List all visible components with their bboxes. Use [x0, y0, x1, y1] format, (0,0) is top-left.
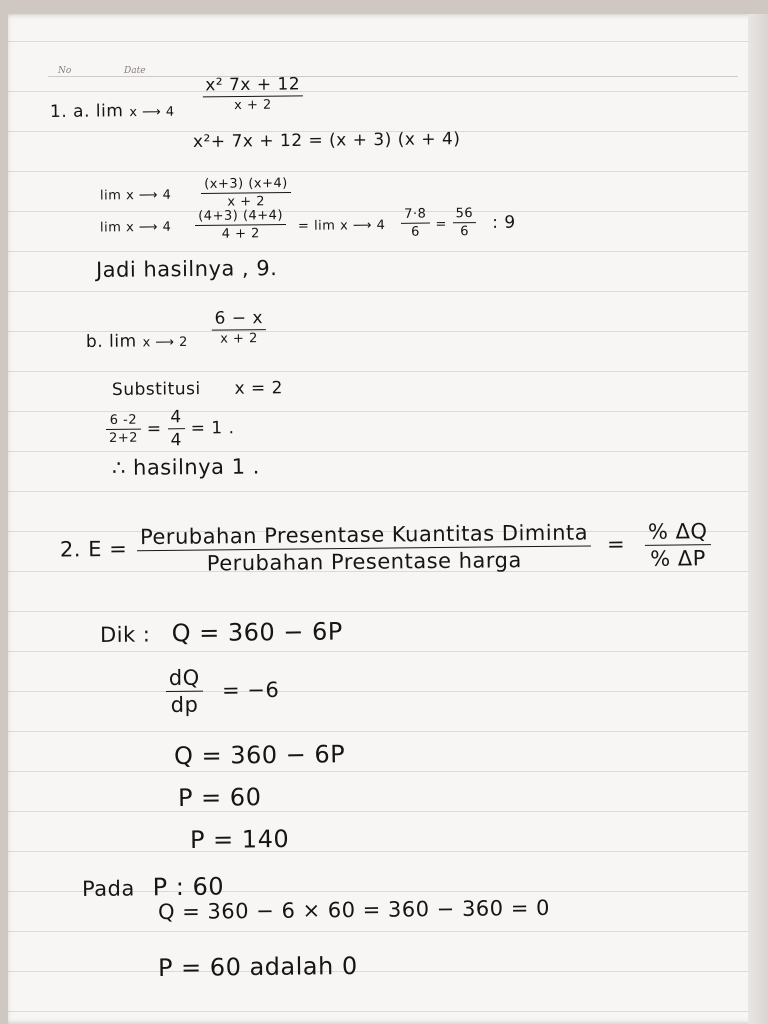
q1b-conclusion: hasilnya 1 .	[132, 454, 260, 480]
q1a-step2-frac2	[453, 206, 477, 239]
q2-pada-val: P : 60	[152, 872, 225, 902]
q2-pct-num: % ΔQ	[647, 519, 708, 544]
q1a-step2	[100, 206, 516, 243]
q1a-step1-num: (x+3) (x+4)	[204, 176, 288, 192]
q2-line-q: Q = 360 − 6P	[173, 740, 346, 770]
q1a-step1-lim: lim x ⟶ 4	[99, 187, 172, 204]
q1b-limit	[85, 308, 266, 352]
q1a-den: x + 2	[234, 97, 272, 114]
q1a-step2-lim: lim x ⟶ 4	[99, 219, 172, 236]
q2-deriv-den: dp	[170, 692, 199, 717]
q1a-step1-fraction	[201, 176, 291, 210]
q2-dik-eq: Q = 360 − 6P	[171, 617, 343, 648]
q2-calc: Q = 360 − 6 × 60 = 360 − 360 = 0	[157, 895, 551, 924]
q1a-step2-f1-den: 6	[411, 224, 420, 240]
q1a-step2-frac1	[401, 207, 430, 240]
q2-final: P = 60 adalah 0	[157, 951, 358, 982]
q2-dik-label: Dik :	[99, 622, 151, 647]
q1b-calc-den: 2+2	[109, 430, 139, 446]
q1b-den: x + 2	[220, 331, 258, 347]
q1b-calc-result: = 1 .	[190, 418, 235, 439]
q1a-label: 1. a. lim	[49, 101, 124, 122]
q1b-conclusion-line	[112, 454, 260, 480]
q1b-num: 6 − x	[214, 308, 264, 329]
q2-elasticity	[60, 519, 711, 577]
q1a-step1-den: x + 2	[227, 194, 266, 210]
q2-deriv-fraction	[166, 666, 203, 717]
q1a-conclusion: Jadi hasilnya , 9.	[95, 256, 278, 282]
q1b-calc-eq: =	[146, 418, 162, 440]
q1a-step2-eq: =	[435, 216, 447, 232]
no-label: No	[58, 66, 72, 76]
q1a-step2-den: 4 + 2	[221, 226, 260, 242]
q1b-subst	[112, 378, 283, 400]
q2-pada-label: Pada	[81, 876, 135, 901]
q1a-step2-result: : 9	[492, 212, 516, 233]
q2-derivative	[166, 665, 280, 717]
q1b-calc-den2: 4	[170, 430, 183, 451]
date-label: Date	[124, 66, 146, 76]
q1b-subst-label: Substitusi	[111, 379, 201, 400]
q2-deriv-num: dQ	[168, 665, 200, 690]
q2-eq: =	[606, 531, 626, 556]
q1b-calc-num2: 4	[170, 407, 182, 428]
q1a-step2-f1-num: 7·8	[404, 206, 427, 222]
q1a-step2-f2-den: 6	[460, 224, 470, 240]
q2-deriv-val: = −6	[221, 677, 280, 702]
q2-pada	[82, 873, 224, 902]
q1a-factor: x²+ 7x + 12 = (x + 3) (x + 4)	[192, 129, 461, 152]
q1b-calc	[106, 407, 235, 451]
therefore-symbol: ∴	[111, 455, 126, 480]
q1b-calc-frac2	[167, 407, 185, 450]
q1a-step1	[100, 176, 291, 211]
q2-line-p1: P = 60	[177, 783, 262, 812]
q1b-calc-num: 6 -2	[109, 412, 138, 428]
q1a-step2-f2-num: 56	[455, 206, 474, 222]
q1b-label: b. lim	[85, 331, 137, 352]
q1a-num: x² 7x + 12	[205, 74, 301, 96]
q1a-sub: x ⟶ 4	[129, 104, 175, 121]
notebook-page	[8, 14, 768, 1024]
q1a-step2-num: (4+3) (4+4)	[198, 208, 284, 224]
q1a-limit	[49, 74, 304, 122]
q1b-fraction	[211, 308, 266, 347]
header-rule	[48, 76, 738, 77]
q2-label: 2. E =	[59, 536, 128, 562]
q2-num: Perubahan Presentase Kuantitas Diminta	[139, 520, 589, 550]
q1a-step2-fraction	[195, 208, 286, 242]
q2-dik	[100, 617, 343, 648]
q1b-subst-value: x = 2	[234, 378, 284, 399]
q2-pct-fraction	[645, 519, 711, 571]
q2-fraction	[137, 520, 592, 576]
q1b-sub: x ⟶ 2	[142, 334, 188, 351]
q2-line-p2: P = 140	[189, 824, 290, 854]
q1a-fraction	[202, 74, 303, 113]
q2-den: Perubahan Presentase harga	[206, 548, 522, 576]
q1b-calc-frac1	[106, 413, 141, 446]
q2-pct-den: % ΔP	[650, 546, 706, 571]
q1a-step2-mid: = lim x ⟶ 4	[297, 217, 386, 234]
notebook-spine	[748, 14, 768, 1024]
